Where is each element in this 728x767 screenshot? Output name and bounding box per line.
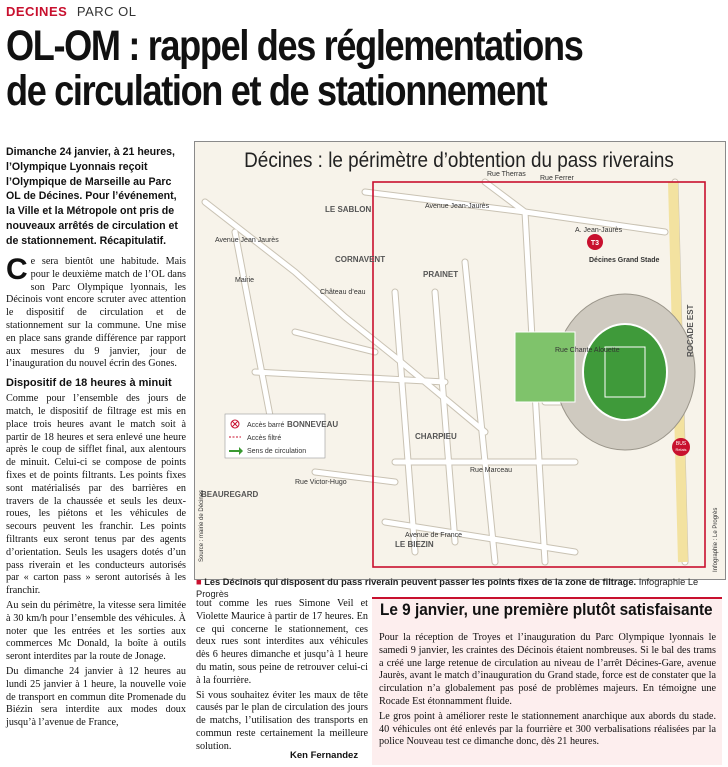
body-paragraph: tout comme les rues Simone Veil et Violette Maurice à partir de 17 heures. En ce qui concerne le stationnement, ces deux rues sont interdites aux véhicules dès 6 heures dimanche et jusqu’à 1 heure du matin, sous peine de retrouver celui-ci à la fourrière. bbox=[196, 598, 368, 686]
street-label: Avenue Jean-Jaurès bbox=[425, 203, 490, 210]
map-title: Décines : le périmètre d’obtention du pass riverains bbox=[244, 149, 674, 172]
body-paragraph: Le gros point à améliorer reste le stationnement anarchique aux abords du stade. 40 véhicules ont été enlevés par la fourrière et 300 verbalisations réalisées par la police Nouveau test ce dimanche donc, dès 21 heures. bbox=[379, 710, 716, 748]
subsection-tag: PARC OL bbox=[76, 4, 137, 19]
stadium-icon bbox=[515, 294, 695, 450]
street-label: Rue Victor-Hugo bbox=[295, 479, 347, 486]
street-label: Rue Ferrer bbox=[540, 175, 574, 182]
rocade-label: ROCADE EST bbox=[686, 304, 695, 357]
headline bbox=[6, 24, 728, 114]
svg-text:Relais: Relais bbox=[675, 447, 687, 452]
body-paragraph: Au sein du périmètre, la vitesse sera limitée à 30 km/h pour l’ensemble des véhicules. À noter que les entrées et les sorties aux commerces Mc Donald, la boîte à outils seront interdites par la route de Jonage. bbox=[6, 599, 186, 663]
street-label: Château d’eau bbox=[320, 289, 366, 296]
intro-paragraph: Ce sera bientôt une habitude. Mais pour le deuxième match de l’OL dans son Parc Olympique lyonnais, les Décinois vont encore scruter avec attention le dispositif de circulation et de stationnement sur la commune. Une mise en place sans grande différence par rapport aux mesures du 9 janvier, jour de l’inauguration du nouvel écrin des Gones. bbox=[6, 253, 186, 370]
section-tag: DECINES bbox=[6, 4, 68, 19]
body-paragraph: Pour la réception de Troyes et l’inauguration du Parc Olympique lyonnais le samedi 9 janvier, les craintes des Décinois étaient nombreuses. Si le bal des trams a créé une large retenue de circulation au niveau de l’arrêt Décines-Gare, avenue Jaurès, avant le match d’inauguration du Grand stade, force est de constater que la circulation n’a globalement pas posé de problèmes majeurs. En témoigne une Rocade Est étonnamment fluide. bbox=[379, 632, 716, 707]
tram-icon bbox=[587, 234, 603, 250]
district-label: PRAINET bbox=[423, 270, 459, 279]
body-paragraph: Du dimanche 24 janvier à 12 heures au lundi 25 janvier à 1 heure, la nouvelle voie de transport en commun dite Promenade du Biézin sera interdite aux modes doux jusqu’à l’avenue de France, bbox=[6, 665, 186, 729]
street-label: Rue Therras bbox=[487, 171, 526, 178]
kicker bbox=[6, 2, 137, 22]
svg-text:BUS: BUS bbox=[675, 441, 687, 447]
district-label: CHARPIEU bbox=[415, 432, 457, 441]
sidebar-title: Le 9 janvier, une première plutôt satisfaisante bbox=[380, 601, 713, 619]
author-byline: Ken Fernandez bbox=[290, 750, 359, 761]
legend-barred: Accès barré bbox=[247, 422, 285, 429]
district-label: CORNAVENT bbox=[335, 255, 386, 264]
headline-line-2: de circulation et de stationnement bbox=[6, 67, 547, 115]
middle-column bbox=[196, 598, 368, 756]
lede: Dimanche 24 janvier, à 21 heures, l’Olympique Lyonnais reçoit l’Olympique de Marseille au Parc OL de Décines. Pour l’événement, la Ville et la Métropole ont pris de nouveaux arrêtés de circulation et de stationnement. Récapitulatif. bbox=[6, 146, 178, 247]
tram-station-label: Décines Grand Stade bbox=[589, 257, 660, 264]
map-credit: Infographie : Le Progrès bbox=[713, 507, 719, 572]
legend-direction: Sens de circulation bbox=[247, 448, 307, 455]
district-label: BONNEVEAU bbox=[287, 420, 339, 429]
body-paragraph: Comme pour l’ensemble des jours de match, le dispositif de filtrage est mis en place trois heures avant le match soit à partir de 18 heures et sera enlevé une heure après le coup de sifflet final, aux alentours de minuit. Celui-ci se compose de points fixes et de points filtrants. Les points fixes sont matérialisés par des barrières en travers de la chaussée et seuls les deux-roues, les piétons et les véhicules de secours peuvent les franchir. Les points filtrants eux seront tenus par des agents d’orientation. Seuls les usagers dotés d’un pass riverain et les conducteurs autorisés par « carton pass » seront autorisés à les franchir. bbox=[6, 393, 186, 597]
street-label: Avenue Jean Jaurès bbox=[215, 237, 279, 244]
subhead: Dispositif de 18 heures à minuit bbox=[6, 377, 172, 390]
map-svg bbox=[195, 142, 725, 579]
street-label: Rue Chante Alouette bbox=[555, 347, 620, 354]
district-label: BEAUREGARD bbox=[201, 490, 259, 499]
map-source: Source : mairie de Décines bbox=[199, 489, 205, 562]
district-label: LE SABLON bbox=[325, 205, 372, 214]
sidebar-body bbox=[379, 632, 716, 751]
map-caption: ■ Les Décinois qui disposent du pass riverain peuvent passer les points fixes de la zone de filtrage. Infographie Le Progrès bbox=[196, 577, 699, 599]
bus-relais-icon bbox=[672, 438, 690, 456]
street-label: A. Jean-Jaurès bbox=[575, 227, 623, 234]
svg-text:T3: T3 bbox=[590, 240, 600, 247]
street-label: Avenue de France bbox=[405, 532, 463, 539]
map-infographic bbox=[194, 141, 726, 580]
headline-line-1: OL-OM : rappel des réglementations bbox=[6, 22, 583, 70]
street-label: Rue Marceau bbox=[470, 467, 513, 474]
district-label: LE BIEZIN bbox=[395, 540, 434, 549]
legend-filtered: Accès filtré bbox=[247, 435, 282, 442]
street-label: Mairie bbox=[235, 277, 255, 284]
body-paragraph: Si vous souhaitez éviter les maux de tête causés par le plan de circulation des jours de matchs, l’utilisation des transports en commun reste certainement la meilleure solution. bbox=[196, 689, 368, 752]
left-column bbox=[6, 253, 186, 732]
